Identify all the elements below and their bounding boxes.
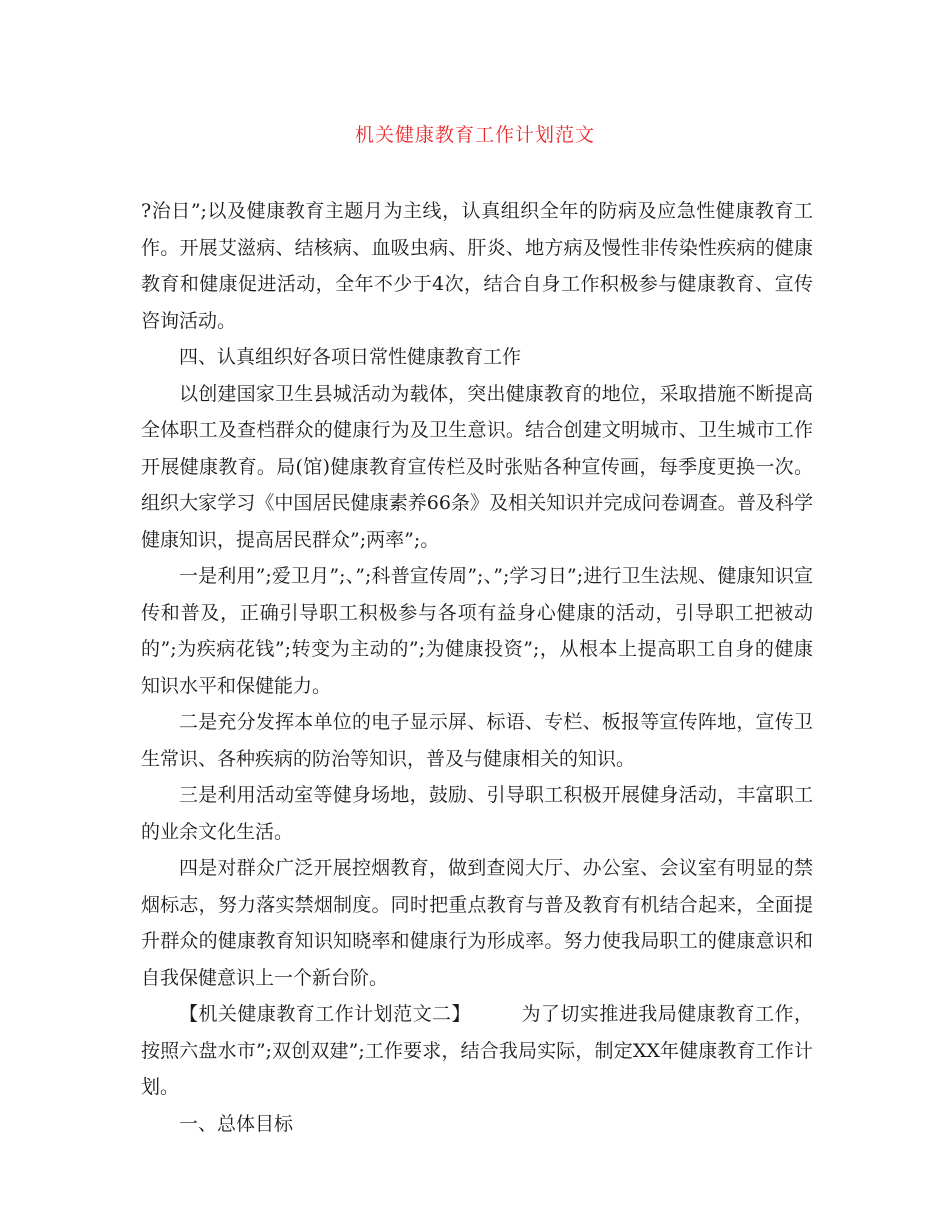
document-body: [141, 193, 813, 1142]
section-two-paragraph: [141, 996, 813, 1106]
paragraph: 以创建国家卫生县城活动为载体，突出健康教育的地位，采取措施不断提高全体职工及查档群众的健康行为及卫生意识。结合创建文明城市、卫生城市工作开展健康教育。局(馆)健康教育宣传栏及时张贴各种宣传画，每季度更换一次。组织大家学习《中国居民健康素养66条》及相关知识并完成问卷调查。普及科学健康知识，提高居民群众”;两率”;。: [141, 382, 813, 551]
section-two-heading: 【机关健康教育工作计划范文二】: [179, 1003, 471, 1025]
paragraph: 三是利用活动室等健身场地，鼓励、引导职工积极开展健身活动，丰富职工的业余文化生活。: [141, 784, 813, 843]
paragraph: 四是对群众广泛开展控烟教育，做到查阅大厅、办公室、会议室有明显的禁烟标志，努力落实禁烟制度。同时把重点教育与普及教育有机结合起来，全面提升群众的健康教育知识知晓率和健康行为形成率。努力使我局职工的健康意识和自我保健意识上一个新台阶。: [141, 857, 813, 989]
section-heading-overall-goal: 一、总体目标: [179, 1112, 294, 1135]
section-heading-four: 四、认真组织好各项日常性健康教育工作: [179, 346, 522, 368]
section-two-text: 为了切实推进我局健康教育工作，按照六盘水市”;双创双建”;工作要求，结合我局实际，制定XX年健康教育工作计划。: [141, 1003, 813, 1098]
document-title: 机关健康教育工作计划范文: [354, 124, 595, 146]
paragraph: 一是利用”;爱卫月”;、”;科普宣传周”;、”;学习日”;进行卫生法规、健康知识宣传和普及，正确引导职工积极参与各项有益身心健康的活动，引导职工把被动的”;为疾病花钱”;转变为主动的”;为健康投资”;，从根本上提高职工自身的健康知识水平和保健能力。: [141, 565, 813, 697]
paragraph-continuation: ?治日”;以及健康教育主题月为主线，认真组织全年的防病及应急性健康教育工作。开展艾滋病、结核病、血吸虫病、肝炎、地方病及慢性非传染性疾病的健康教育和健康促进活动，全年不少于4次，结合自身工作积极参与健康教育、宣传咨询活动。: [141, 200, 813, 332]
paragraph: 二是充分发挥本单位的电子显示屏、标语、专栏、板报等宣传阵地，宣传卫生常识、各种疾病的防治等知识，普及与健康相关的知识。: [141, 711, 813, 770]
